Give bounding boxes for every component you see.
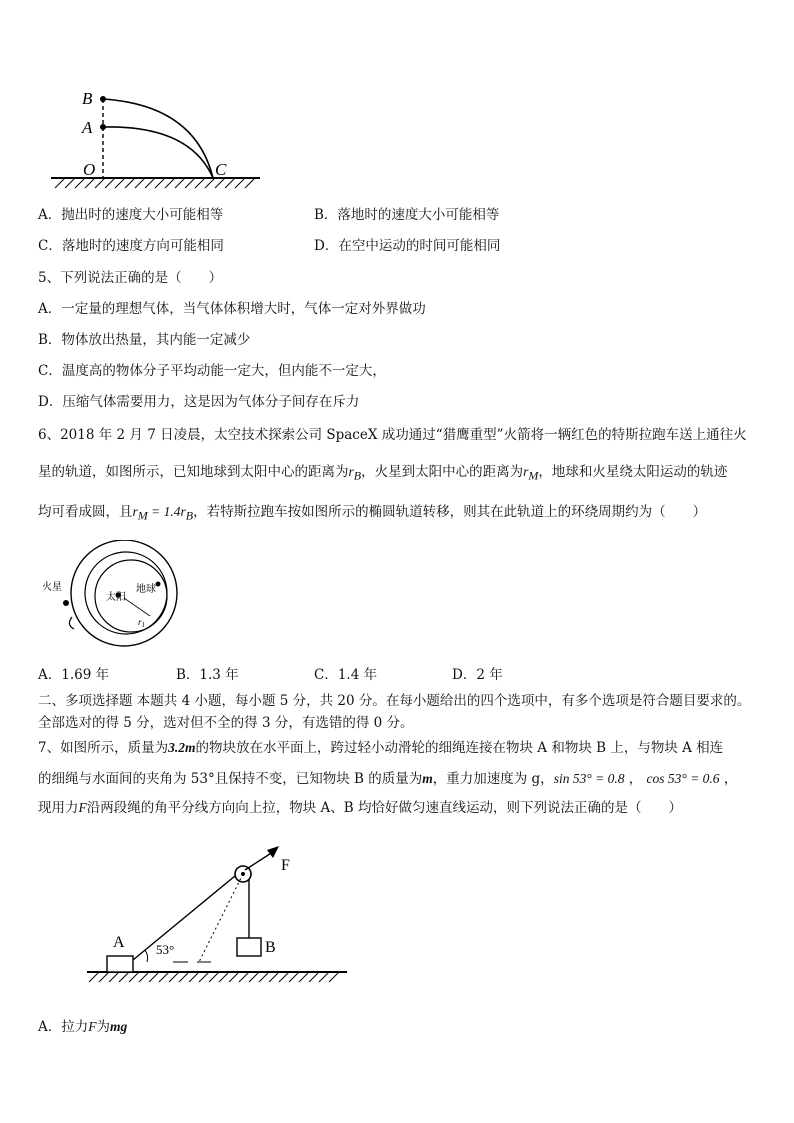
label-r1: $r_1$ (138, 617, 146, 629)
q7-option-a-text-a: A．拉力 (38, 1019, 89, 1035)
label-c: C (215, 160, 227, 179)
section2-line-1: 二、多项选择题 本题共 4 小题，每小题 5 分，共 20 分。在每小题给出的四个选项中，有多个选项是符合题目要求的。 (38, 693, 751, 709)
q4-option-b: B．落地时的速度大小可能相等 (314, 207, 500, 223)
motion-arrow (69, 617, 74, 629)
q6-line-1: 6、2018 年 2 月 7 日凌晨，太空技术探索公司 SpaceX 成功通过“猎鹰重型”火箭将一辆红色的特斯拉跑车送上通往火 (38, 427, 747, 443)
q7-line-1-text-b: 的物块放在水平面上，跨过轻小动滑轮的细绳连接在物块 A 和物块 B 上，与物块 A 相连 (195, 740, 724, 756)
q7-line-2-text-b: ，重力加速度为 g， (432, 771, 554, 787)
q5-option-a: A．一定量的理想气体，当气体体积增大时，气体一定对外界做功 (38, 301, 426, 317)
label-sun: 太阳 (106, 592, 126, 603)
q5-stem: 5、下列说法正确的是（ ） (38, 270, 223, 286)
q7-option-a (38, 1018, 127, 1036)
label-f: F (281, 857, 290, 874)
q7-option-a-force: F (88, 1019, 97, 1034)
q7-line-2-text-a: 的细绳与水面间的夹角为 53°且保持不变，已知物块 B 的质量为 (38, 771, 423, 787)
equation-rm-rb: $r_M = 1.4r_B$ (132, 504, 194, 523)
trajectory-b (103, 99, 213, 178)
q6-line-3-text-b: ，若特斯拉跑车按如图所示的椭圆轨道转移，则其在此轨道上的环绕周期约为（ ） (193, 504, 707, 520)
symbol-rm: $r_M$ (523, 464, 539, 483)
q7-option-a-text-b: 为 (96, 1019, 110, 1035)
q6-line-2-text-b: ，火星到太阳中心的距离为 (361, 464, 524, 480)
point-a (100, 124, 106, 130)
q6-line-2-text-a: 星的轨道，如图所示，已知地球到太阳中心的距离为 (38, 464, 349, 480)
q7-line-3 (38, 799, 682, 817)
radius-line (124, 598, 150, 616)
q7-line-2: 的细绳与水面间的夹角为 53°且保持不变，已知物块 B 的质量为m，重力加速度为 g，sin 53° = 0.8 ， cos 53° = 0.6 ， (38, 771, 738, 787)
q7-mass-b: m (422, 771, 433, 786)
q6-line-2-text-c: ，地球和火星绕太阳运动的轨迹 (538, 464, 728, 480)
block-b (237, 938, 261, 956)
q7-line-3-text-a: 现用力 (38, 800, 79, 816)
floor-hatch (89, 972, 339, 982)
q7-force-symbol: F (78, 800, 87, 815)
force-arrow-head (267, 846, 279, 858)
point-b (100, 96, 106, 102)
q6-option-d: D．2 年 (452, 667, 503, 683)
q7-line-1-text-a: 7、如图所示，质量为 (38, 740, 169, 756)
label-o: O (83, 160, 96, 179)
orbit-figure (38, 540, 178, 650)
q7-sin: sin 53° = 0.8 (553, 771, 625, 786)
q5-option-c: C．温度高的物体分子平均动能一定大，但内能不一定大， (38, 363, 386, 379)
q6-line-3-text-a: 均可看成圆，且 (38, 504, 133, 520)
q5-option-b: B．物体放出热量，其内能一定减少 (38, 332, 251, 348)
q7-option-a-mg: mg (110, 1019, 128, 1034)
q6-line-3 (38, 503, 706, 525)
trajectory-a (103, 127, 213, 178)
mars-dot (63, 600, 69, 606)
label-block-a: A (113, 934, 125, 951)
q7-line-1 (38, 739, 723, 757)
earth-dot (156, 582, 161, 587)
q6-option-b: B．1.3 年 (176, 667, 239, 683)
q7-line-3-text-b: 沿两段绳的角平分线方向向上拉，物块 A、B 均恰好做匀速直线运动，则下列说法正确的是（ ） (86, 800, 683, 816)
block-a (107, 956, 133, 972)
pulley-figure (85, 840, 350, 990)
q6-option-c: C．1.4 年 (314, 667, 378, 683)
label-b: B (82, 89, 93, 108)
q5-option-d: D．压缩气体需要用力，这是因为气体分子间存在斥力 (38, 394, 360, 410)
q4-option-d: D．在空中运动的时间可能相同 (314, 238, 501, 254)
q7-cos: cos 53° = 0.6 (646, 771, 720, 786)
section2-line-2: 全部选对的得 5 分，选对但不全的得 3 分，有选错的得 0 分。 (38, 715, 414, 731)
label-block-b: B (265, 939, 276, 956)
label-mars: 火星 (42, 582, 62, 593)
q6-line-2 (38, 463, 727, 485)
label-a: A (82, 118, 93, 137)
symbol-rb: $r_B$ (348, 464, 362, 483)
label-angle: 53° (156, 942, 175, 957)
angle-arc (145, 950, 148, 962)
q4-option-c: C．落地时的速度方向可能相同 (38, 238, 224, 254)
label-earth: 地球 (136, 584, 156, 595)
q4-option-a: A．抛出时的速度大小可能相等 (38, 207, 224, 223)
trajectory-figure (45, 85, 265, 195)
rope-a (133, 871, 241, 960)
q6-option-a: A．1.69 年 (38, 667, 110, 683)
q7-mass-a: 3.2m (168, 740, 196, 755)
ground-hatch (55, 178, 255, 188)
